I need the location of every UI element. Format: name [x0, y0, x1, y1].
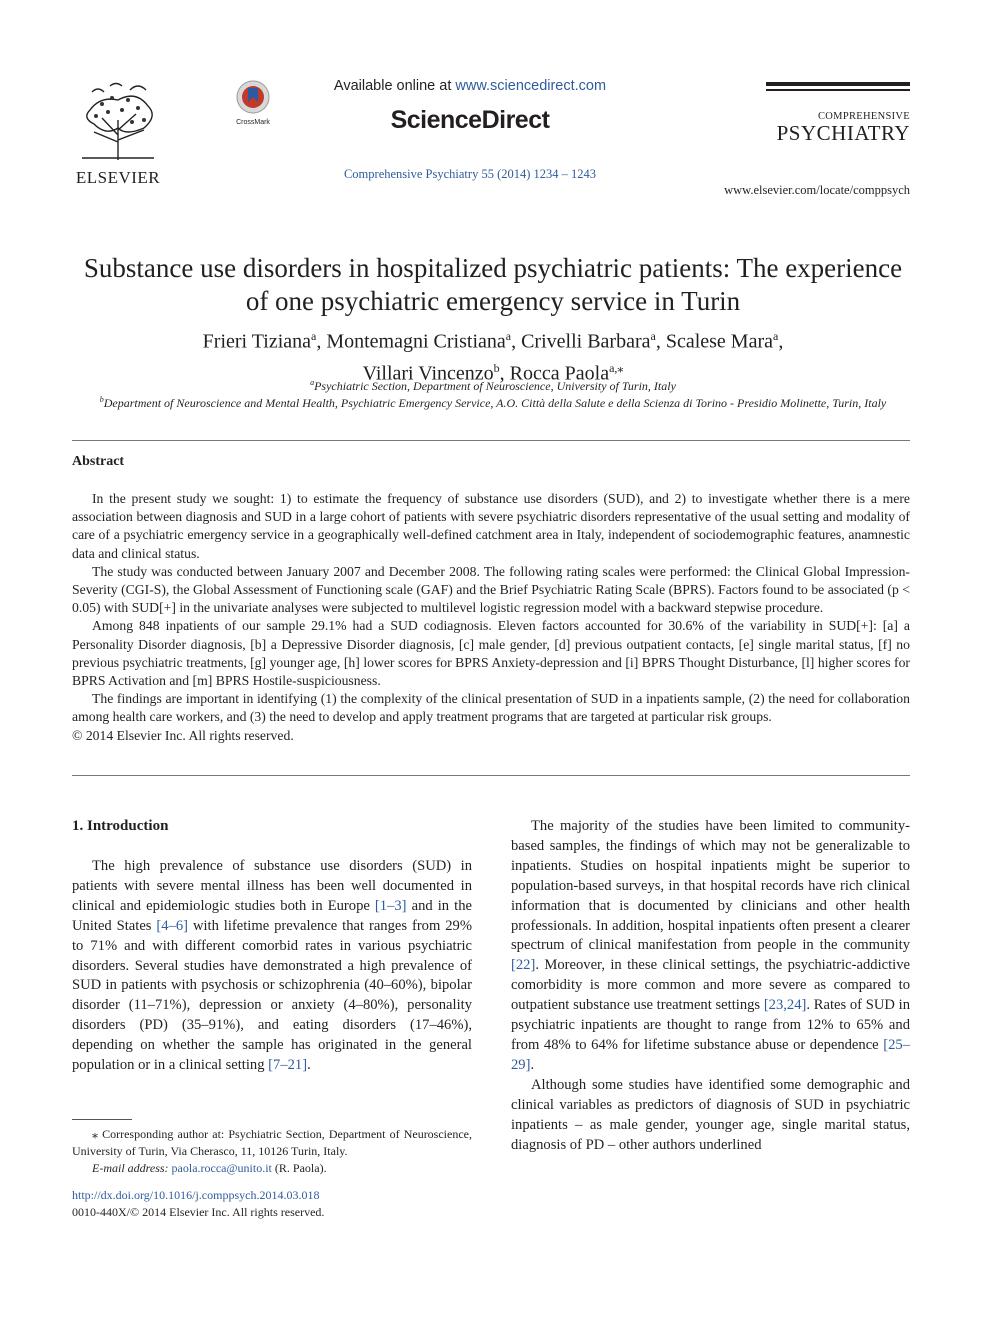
author-name: Montemagni Cristiana: [326, 330, 506, 353]
body-text: .: [530, 1056, 535, 1073]
body-text: . Rates of SUD in psychiatric inpatients are thought to range from 12% to 65% and from 48% to 64% for lifetime substance abuse or dependence: [511, 997, 910, 1053]
abstract-paragraph: Among 848 inpatients of our sample 29.1% had a SUD codiagnosis. Eleven factors accounted for 30.6% of the variability in SUD[+]: [a] a Personality Disorder diagnosis, [b] a Depressive Disorder diagnosis, [c] male gender, [d] previous outpatient contacts, [e] single marital status, [f] no previous psychiatric treatments, [g] younger age, [h] lower scores for BPRS Anxiety-depression and [i] BPRS Thought Disturbance, [l] higher scores for BPRS Activation and [m] BPRS Hostile-suspiciousness.: [72, 618, 910, 689]
intro-paragraph-1: [72, 857, 472, 1076]
author-separator: ,: [655, 330, 666, 353]
intro-paragraph-3: Although some studies have identified some demographic and clinical variables as predictors of diagnosis of SUD in psychiatric inpatients – as male gender, younger age, single marital status, diagnosis of PD – other authors underlined: [511, 1076, 910, 1153]
author-affiliation-mark: a: [650, 329, 656, 343]
author-separator: ,: [778, 330, 784, 353]
author-name: Frieri Tiziana: [202, 330, 312, 353]
journal-logo: [766, 82, 910, 152]
author-affiliation-mark: b: [493, 360, 500, 375]
elsevier-tree-icon: [72, 80, 164, 164]
body-text: . Moreover, in these clinical settings, the psychiatric-addictive comorbidity is more common and more severe as compared to outpatient substance use treatment settings: [511, 957, 910, 1014]
journal-logo-line2: PSYCHIATRY: [776, 121, 910, 145]
body-text: .: [307, 1057, 311, 1074]
journal-url[interactable]: www.elsevier.com/locate/comppsych: [724, 183, 910, 197]
citation-link[interactable]: [25–29]: [511, 1036, 910, 1073]
intro-left-column: [72, 857, 472, 1076]
author-separator: ,: [511, 330, 522, 353]
body-text: The high prevalence of substance use disorders (SUD) in patients with severe mental illness has been well documented in clinical and epidemiologic studies both in Europe: [72, 858, 472, 914]
body-text: and in the United States: [72, 897, 472, 934]
body-text: with lifetime prevalence that ranges from 29% to 71% and with different comorbid rates in various psychiatric disorders. Several studies have demonstrated a high prevalence of SUD in patients with psychosis or schizophrenia (40–60%), bipolar disorder (11–71%), depression or anxiety (4–80%), personality disorders (PD) (35–91%), and eating disorders (17–46%), depending on whether the sample has originated in the general population or in a clinical setting: [72, 917, 472, 1074]
divider-top: [72, 440, 910, 441]
intro-right-column: [511, 817, 910, 1155]
abstract-copyright: © 2014 Elsevier Inc. All rights reserved.: [72, 727, 294, 743]
author-name: Crivelli Barbara: [521, 330, 651, 353]
author-name: Rocca Paola: [509, 362, 610, 385]
author-separator: ,: [316, 330, 327, 353]
journal-citation[interactable]: Comprehensive Psychiatry 55 (2014) 1234 – 1243: [343, 167, 597, 181]
journal-logo-rule-thin: [766, 89, 910, 91]
email-line: [72, 1160, 472, 1177]
citation-link[interactable]: [1–3]: [374, 897, 407, 914]
elsevier-wordmark: ELSEVIER: [75, 168, 161, 187]
issn-copyright: 0010-440X/© 2014 Elsevier Inc. All rights reserved.: [72, 1205, 325, 1219]
divider-bottom: [72, 775, 910, 776]
abstract-body: [72, 490, 910, 745]
author-list: [60, 323, 926, 386]
affiliation-b-text: Department of Neuroscience and Mental Health, Psychiatric Emergency Service, A.O. Città della Salute e della Scienza di Torino - Presidio Molinette, Turin, Italy: [103, 396, 887, 410]
availability-line: [300, 78, 640, 94]
citation-link[interactable]: [23,24]: [763, 997, 807, 1014]
article-title: [60, 252, 926, 318]
email-label: E-mail address:: [92, 1161, 169, 1175]
author-line-1: [60, 323, 926, 355]
doi-block: [72, 1187, 324, 1221]
affiliation-a-text: Psychiatric Section, Department of Neuroscience, University of Turin, Italy: [314, 379, 676, 393]
affiliation-b: [40, 395, 946, 411]
journal-logo-rule-top: [766, 82, 910, 86]
author-affiliation-mark: a: [773, 329, 779, 343]
crossmark-icon: [236, 80, 270, 114]
title-line-1: Substance use disorders in hospitalized psychiatric patients: The experience: [83, 253, 903, 283]
email-suffix: (R. Paola).: [271, 1161, 327, 1175]
abstract-heading: Abstract: [72, 454, 125, 469]
section-heading-introduction: 1. Introduction: [72, 818, 169, 834]
elsevier-logo: [72, 80, 164, 187]
affiliation-a-mark: a: [310, 378, 315, 387]
author-affiliation-mark: a: [505, 329, 512, 343]
citation-link[interactable]: [7–21]: [268, 1057, 308, 1074]
affiliation-a: [60, 378, 926, 394]
author-separator: ,: [499, 362, 510, 385]
author-name: Scalese Mara: [665, 330, 773, 353]
corresponding-author-mark[interactable]: a,⁎: [609, 360, 624, 375]
email-link[interactable]: paola.rocca@unito.it: [171, 1161, 272, 1175]
doi-link[interactable]: http://dx.doi.org/10.1016/j.comppsych.2014.03.018: [72, 1188, 320, 1202]
journal-logo-line1: COMPREHENSIVE: [818, 111, 910, 122]
abstract-paragraph: The study was conducted between January 2007 and December 2008. The following rating scales were performed: the Clinical Global Impression-Severity (CGI-S), the Global Assessment of Functioning scale (GAF) and the Brief Psychiatric Rating Scale (BPRS). Factors found to be associated (p < 0.05) with SUD[+] in the univariate analyses were subjected to multilevel logistic regression model with a backward stepwise procedure.: [72, 563, 910, 616]
crossmark-label: CrossMark: [236, 119, 270, 126]
author-name: Villari Vincenzo: [362, 362, 494, 385]
author-affiliation-mark: a: [311, 329, 317, 343]
citation-link[interactable]: [22]: [511, 957, 536, 974]
corresponding-author-note: ⁎ Corresponding author at: Psychiatric Section, Department of Neuroscience, University of Turin, Via Cherasco, 11, 10126 Turin, Italy.: [72, 1127, 472, 1158]
title-line-2: of one psychiatric emergency service in Turin: [245, 286, 741, 316]
affiliation-b-mark: b: [99, 395, 104, 404]
abstract-paragraph: The findings are important in identifying (1) the complexity of the clinical presentation of SUD in a inpatients sample, (2) the need for collaboration among health care workers, and (3) the need to develop and apply treatment programs that are targeted at particular risk groups.: [72, 691, 910, 725]
abstract-paragraph: In the present study we sought: 1) to estimate the frequency of substance use disorders (SUD), and 2) to investigate whether there is a mere association between diagnosis and SUD in a large cohort of patients with severe psychiatric disorders representative of the usual setting and modality of care of a psychiatric emergency service in a geographically well-defined catchment area in Italy, independent of sociodemographic features, anamnestic data and clinical status.: [72, 491, 910, 561]
sciencedirect-link[interactable]: www.sciencedirect.com: [455, 78, 607, 94]
footnote-rule: [72, 1119, 132, 1120]
body-text: The majority of the studies have been limited to community-based samples, the findings of which may not be generalizable to inpatients. Studies on hospital inpatients might be superior to population-based surveys, in that hospital records have rich clinical information that is documented by clinicians and other health professionals. In addition, hospital inpatients often present a clearer spectrum of clinical manifestation from people in the community: [511, 818, 910, 954]
intro-paragraph-2: [511, 817, 910, 1076]
footnote: [72, 1126, 472, 1177]
sciencedirect-wordmark: ScienceDirect: [390, 106, 550, 134]
crossmark-badge[interactable]: [230, 80, 276, 128]
available-prefix: Available online at: [333, 78, 456, 94]
citation-link[interactable]: [4–6]: [156, 917, 189, 934]
